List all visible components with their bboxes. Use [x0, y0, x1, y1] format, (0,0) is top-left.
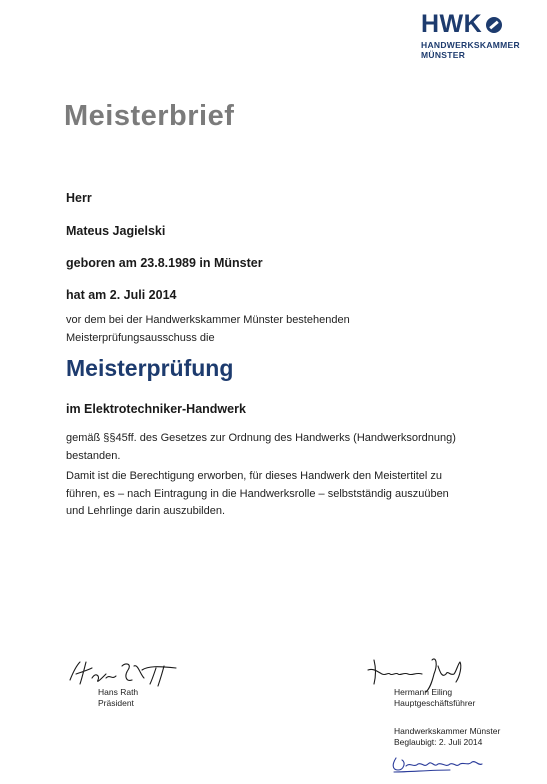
certification-signature — [390, 752, 500, 776]
rights-line-1: Damit ist die Berechtigung erworben, für dieses Handwerk den Meistertitel zu — [66, 470, 443, 482]
signatory-left-role: Präsident — [98, 698, 134, 708]
certification-block — [394, 726, 500, 748]
law-line-2: bestanden. — [66, 449, 121, 462]
rights-line-3: und Lehrlinge darin auszubilden. — [66, 505, 226, 517]
hwk-logo — [421, 12, 531, 60]
signatory-right-name: Hermann Eiling — [394, 687, 453, 697]
intro-line-1: vor dem bei der Handwerkskammer Münster bestehenden — [66, 314, 350, 326]
rights-line-2: führen, es – nach Eintragung in die Handwerksrolle – selbstständig auszuüben — [66, 487, 449, 500]
signatory-left-name: Hans Rath — [98, 687, 139, 697]
recipient-name: Mateus Jagielski — [66, 224, 166, 238]
intro-text — [66, 312, 350, 347]
exam-heading: Meisterprüfung — [66, 355, 234, 381]
signature-left — [66, 656, 186, 690]
logo-brand: HWK — [421, 10, 483, 38]
law-line-1: gemäß §§45ff. des Gesetzes zur Ordnung des Handwerks (Handwerksordnung) — [66, 432, 456, 444]
certification-org: Handwerkskammer Münster — [394, 726, 501, 736]
law-text — [66, 430, 456, 465]
exam-date: hat am 2. Juli 2014 — [66, 288, 177, 302]
salutation: Herr — [66, 191, 92, 205]
signatory-right-role: Hauptgeschäftsführer — [394, 698, 476, 708]
signatory-left — [98, 687, 138, 709]
intro-line-2: Meisterprüfungsausschuss die — [66, 331, 215, 344]
document-title: Meisterbrief — [64, 100, 235, 132]
logo-line-1: HANDWERKSKAMMER — [421, 40, 520, 50]
signatory-right — [394, 687, 475, 709]
logo-line-2: MÜNSTER — [421, 50, 466, 60]
certification-stamp: Beglaubigt: 2. Juli 2014 — [394, 737, 483, 747]
rights-text — [66, 468, 449, 521]
trade-line: im Elektrotechniker-Handwerk — [66, 402, 246, 416]
birth-info: geboren am 23.8.1989 in Münster — [66, 256, 263, 270]
wrench-nut-icon — [484, 15, 504, 35]
